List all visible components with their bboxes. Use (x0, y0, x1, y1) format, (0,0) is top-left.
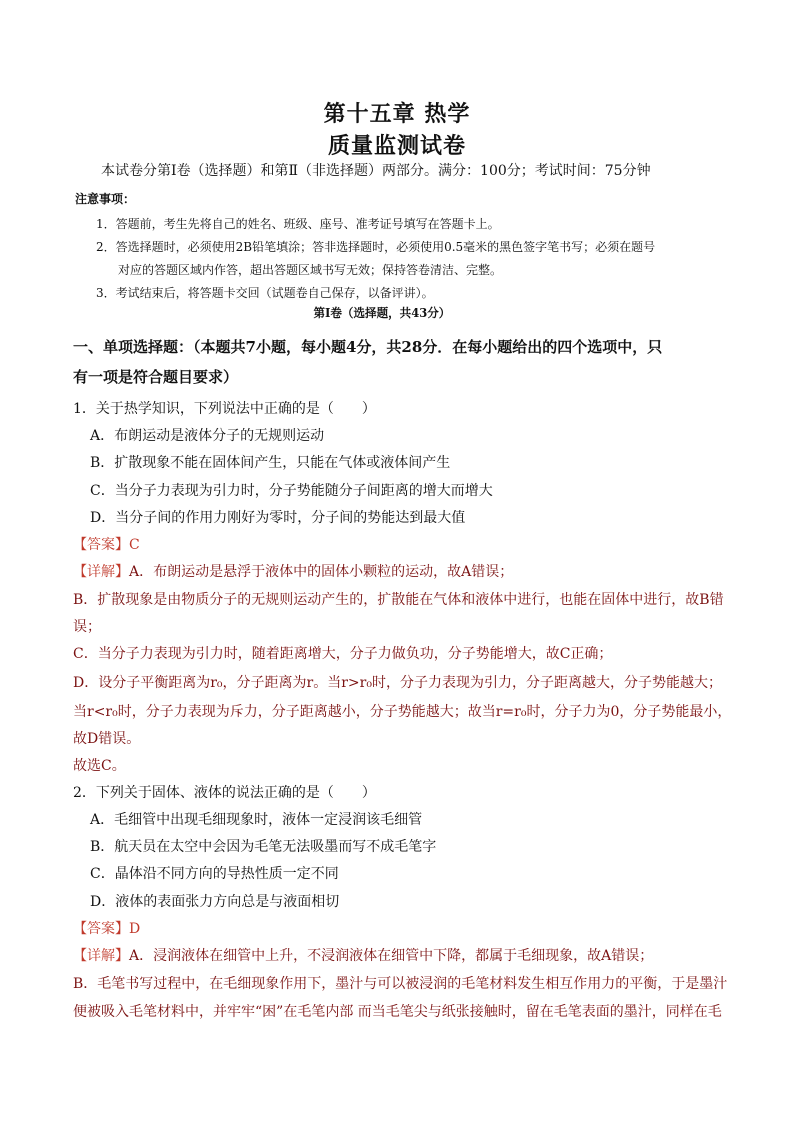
notice-item: 3．考试结束后，将答题卡交回（试题卷自己保存，以备评讲）。 (96, 286, 434, 300)
detail-text: 误； (73, 619, 101, 635)
detail-line (73, 945, 653, 965)
detail-text: D．设分子平衡距离为r₀，分子距离为r。当r>r₀时，分子力表现为引力，分子距离越大，分子势能越大； (73, 675, 722, 691)
section-heading-cont: 有一项是符合题目要求） (73, 368, 239, 386)
detail-text: B．扩散现象是由物质分子的无规则运动产生的，扩散能在气体和液体中进行，也能在固体中进行，故B错 (73, 592, 724, 608)
detail-line (73, 561, 513, 581)
answer-line (73, 918, 140, 938)
notice-item: 1．答题前，考生先将自己的姓名、班级、座号、准考证号填写在答题卡上。 (96, 217, 500, 231)
option-a: A．布朗运动是液体分子的无规则运动 (90, 428, 325, 444)
option-c: C．当分子力表现为引力时，分子势能随分子间距离的增大而增大 (90, 483, 493, 499)
detail-text: 便被吸入毛笔材料中，并牢牢“困”在毛笔内部 而当毛笔尖与纸张接触时，留在毛笔表面的墨汁，同样在毛 (73, 1004, 722, 1020)
section-heading: 一、单项选择题：（本题共7小题，每小题4分，共28分．在每小题给出的四个选项中，只 (73, 338, 663, 356)
question-stem: 2．下列关于固体、液体的说法正确的是（ ） (73, 785, 376, 801)
answer-label: 【答案】 (73, 921, 129, 937)
option-d: D．液体的表面张力方向总是与液面相切 (90, 894, 340, 910)
detail-text: 故选C。 (73, 758, 126, 774)
detail-text: 故D错误。 (73, 731, 141, 747)
answer-value: C (129, 537, 140, 553)
detail-text: 当r<r₀时，分子力表现为斥力，分子距离越小，分子势能越大；故当r=r₀时，分子力为0，分子势能最小， (73, 704, 732, 720)
detail-label: 【详解】 (73, 564, 129, 580)
answer-line (73, 534, 140, 554)
option-a: A．毛细管中出现毛细现象时，液体一定浸润该毛细管 (90, 812, 423, 828)
volume-title: 第Ⅰ卷（选择题，共43分） (313, 306, 451, 320)
notice-item: 2．答选择题时，必须使用2B铅笔填涂；答非选择题时，必须使用0.5毫米的黑色签字笔书写；必须在题号 (96, 240, 656, 254)
answer-label: 【答案】 (73, 537, 129, 553)
detail-text: A．布朗运动是悬浮于液体中的固体小颗粒的运动，故A错误； (129, 564, 514, 580)
page-subtitle: 质量监测试卷 (327, 134, 466, 159)
detail-text: B．毛笔书写过程中，在毛细现象作用下，墨汁与可以被浸润的毛笔材料发生相互作用力的平衡，于是墨汁 (73, 976, 728, 992)
option-d: D．当分子间的作用力刚好为零时，分子间的势能达到最大值 (90, 510, 466, 526)
notice-heading: 注意事项： (75, 192, 136, 206)
option-b: B．航天员在太空中会因为毛笔无法吸墨而写不成毛笔字 (90, 839, 437, 855)
answer-value: D (129, 921, 141, 937)
notice-item: 对应的答题区域内作答，超出答题区域书写无效；保持答卷清洁、完整。 (118, 263, 503, 277)
detail-text: C．当分子力表现为引力时，随着距离增大，分子力做负功，分子势能增大，故C正确； (73, 646, 613, 662)
exam-intro: 本试卷分第Ⅰ卷（选择题）和第Ⅱ（非选择题）两部分。满分：100分；考试时间：75分钟 (101, 163, 651, 179)
question-stem: 1．关于热学知识，下列说法中正确的是（ ） (73, 401, 376, 417)
page-title: 第十五章 热学 (323, 102, 471, 127)
detail-text: A．浸润液体在细管中上升，不浸润液体在细管中下降，都属于毛细现象，故A错误； (129, 948, 654, 964)
detail-label: 【详解】 (73, 948, 129, 964)
option-b: B．扩散现象不能在固体间产生，只能在气体或液体间产生 (90, 455, 451, 471)
option-c: C．晶体沿不同方向的导热性质一定不同 (90, 866, 339, 882)
